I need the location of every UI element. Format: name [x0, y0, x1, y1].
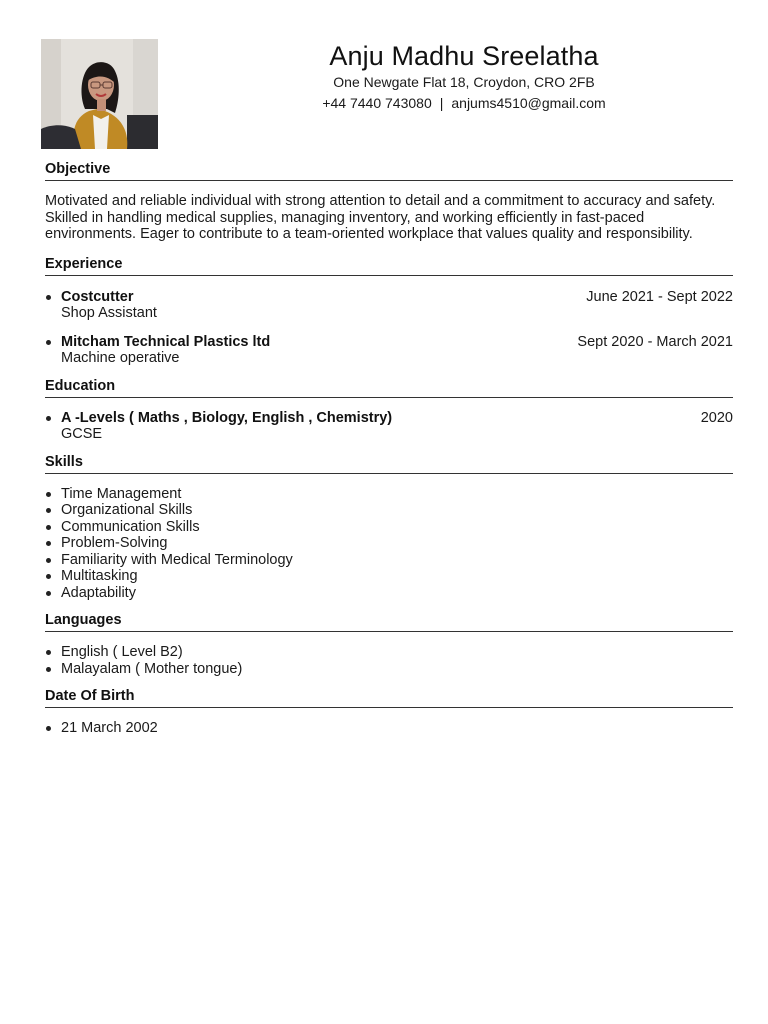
job-role: Shop Assistant: [61, 305, 157, 321]
section-title-dob: Date Of Birth: [45, 687, 733, 708]
qualification-name: A -Levels ( Maths , Biology, English , Chemistry): [61, 409, 393, 426]
experience-list: [45, 289, 733, 367]
dob-section: [45, 687, 733, 737]
objective-section: [45, 160, 733, 243]
job-dates: Sept 2020 - March 2021: [577, 333, 733, 350]
qualification-sub: GCSE: [61, 426, 103, 442]
job-role: Machine operative: [61, 350, 180, 366]
candidate-name: Anju Madhu Sreelatha: [329, 41, 599, 71]
education-section: [45, 377, 733, 443]
section-title-languages: Languages: [45, 611, 733, 632]
education-list: [45, 410, 733, 443]
education-item: [45, 410, 733, 443]
skills-list: [45, 486, 733, 602]
experience-section: [45, 255, 733, 367]
section-title-education: Education: [45, 377, 733, 398]
languages-section: [45, 611, 733, 677]
contact-line: [160, 94, 768, 112]
section-title-experience: Experience: [45, 255, 733, 276]
section-title-objective: Objective: [45, 160, 733, 181]
language-item: Malayalam ( Mother tongue): [45, 661, 733, 678]
skills-section: [45, 453, 733, 602]
job-dates: June 2021 - Sept 2022: [586, 288, 733, 305]
resume-body: [45, 160, 733, 737]
skill-item: Communication Skills: [45, 519, 733, 536]
contact-separator: |: [439, 95, 444, 111]
skill-item: Multitasking: [45, 568, 733, 585]
skill-item: Problem-Solving: [45, 535, 733, 552]
qualification-year: 2020: [700, 409, 733, 426]
company-name: Mitcham Technical Plastics ltd: [61, 333, 271, 350]
dob-list: [45, 720, 733, 737]
languages-list: [45, 644, 733, 677]
skill-item: Time Management: [45, 486, 733, 503]
language-item: English ( Level B2): [45, 644, 733, 661]
company-name: Costcutter: [61, 288, 134, 305]
profile-photo-image: [41, 39, 158, 149]
candidate-address: One Newgate Flat 18, Croydon, CRO 2FB: [333, 74, 595, 90]
experience-item: [45, 334, 733, 367]
skill-item: Adaptability: [45, 585, 733, 602]
section-title-skills: Skills: [45, 453, 733, 474]
experience-item: [45, 289, 733, 322]
email-address[interactable]: anjums4510@gmail.com: [451, 95, 606, 111]
dob-item: 21 March 2002: [45, 720, 733, 737]
phone-number[interactable]: +44 7440 743080: [322, 95, 432, 111]
skill-item: Familiarity with Medical Terminology: [45, 552, 733, 569]
objective-text: Motivated and reliable individual with strong attention to detail and a commitment to accuracy and safety. Skilled in handling medical supplies, managing inventory, and working efficiently in fast-paced environments. Eager to contribute to a team-oriented workplace that values quality and responsibility.: [45, 193, 716, 242]
profile-photo: [41, 39, 158, 149]
resume-header: [160, 40, 768, 112]
skill-item: Organizational Skills: [45, 502, 733, 519]
